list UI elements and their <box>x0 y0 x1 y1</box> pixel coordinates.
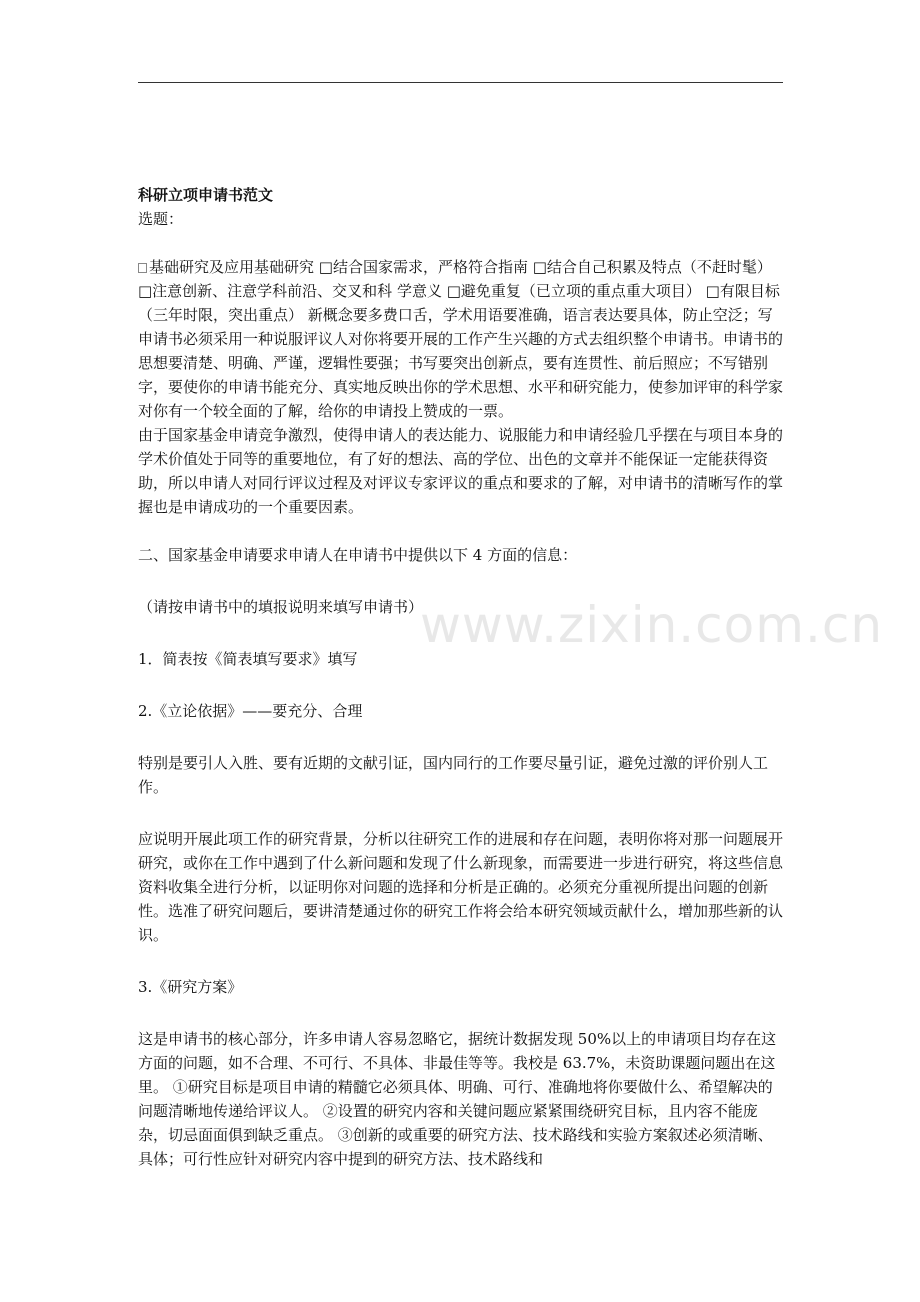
item-3: 3.《研究方案》 <box>138 978 243 996</box>
intro-text: 基础研究及应用基础研究 □结合国家需求，严格符合指南 □结合自己积累及特点（不赶时髦） □注意创新、注意学科前沿、交叉和科 学意义 □避免重复（已立项的重点重大项目） □有限目标（三年时限，突出重点） 新概念要多费口舌，学术用语要准确，语言表达要具体，防止空泛；写申请书必须采用一种说服评议人对你将要开展的工作产生兴趣的方式去组织整个申请书。申请书的思想要清楚、明确、严谨，逻辑性要强；书写要突出创新点，要有连贯性、前后照应；不写错别字，要使你的申请书能充分、真实地反映出你的学术思想、水平和研究能力，使参加评审的科学家对你有一个较全面的了解，给你的申请投上赞成的一票。 <box>138 258 784 420</box>
item-2: 2.《立论依据》——要充分、合理 <box>138 702 363 720</box>
item-1: 1．简表按《简表填写要求》填写 <box>138 650 358 668</box>
document-title: 科研立项申请书范文 <box>138 186 274 204</box>
competition-paragraph: 由于国家基金申请竞争激烈，使得申请人的表达能力、说服能力和申请经验几乎摆在与项目本身的学术价值处于同等的重要地位，有了好的想法、高的学位、出色的文章并不能保证一定能获得资助，所以申请人对同行评议过程及对评议专家评议的重点和要求的了解，对申请书的清晰写作的掌握也是申请成功的一个重要因素。 <box>138 426 784 516</box>
fill-note: （请按申请书中的填报说明来填写申请书） <box>138 598 424 616</box>
item-2-paragraph-1: 特别是要引人入胜、要有近期的文献引证，国内同行的工作要尽量引证，避免过激的评价别人工作。 <box>138 754 769 796</box>
header-rule <box>138 82 783 83</box>
document-body <box>138 183 786 1171</box>
item-2-paragraph-2: 应说明开展此项工作的研究背景，分析以往研究工作的进展和存在问题，表明你将对那一问题展开研究，或你在工作中遇到了什么新问题和发现了什么新现象，而需要进一步进行研究，将这些信息资料收集全进行分析，以证明你对问题的选择和分析是正确的。必须充分重视所提出问题的创新性。选准了研究问题后，要讲清楚通过你的研究工作将会给本研究领域贡献什么，增加那些新的认识。 <box>138 830 784 944</box>
watermark: www.zixin.com.cn <box>420 596 884 654</box>
section-2-heading: 二、国家基金申请要求申请人在申请书中提供以下 4 方面的信息： <box>138 546 578 564</box>
checkbox-icon <box>138 263 147 273</box>
intro-paragraph <box>138 255 786 423</box>
item-3-paragraph-1: 这是申请书的核心部分，许多申请人容易忽略它，据统计数据发现 50%以上的申请项目均存在这方面的问题，如不合理、不可行、不具体、非最佳等等。我校是 63.7%，未资助课题问题出在这里。 ①研究目标是项目申请的精髓它必须具体、明确、可行、准确地将你要做什么、希望解决的问题清晰地传递给评议人。 ②设置的研究内容和关键问题应紧紧围绕研究目标，且内容不能庞杂，切忌面面俱到缺乏重点。 ③创新的或重要的研究方法、技术路线和实验方案叙述必须清晰、具体；可行性应针对研究内容中提到的研究方法、技术路线和 <box>138 1030 777 1168</box>
topic-label: 选题： <box>138 210 184 228</box>
